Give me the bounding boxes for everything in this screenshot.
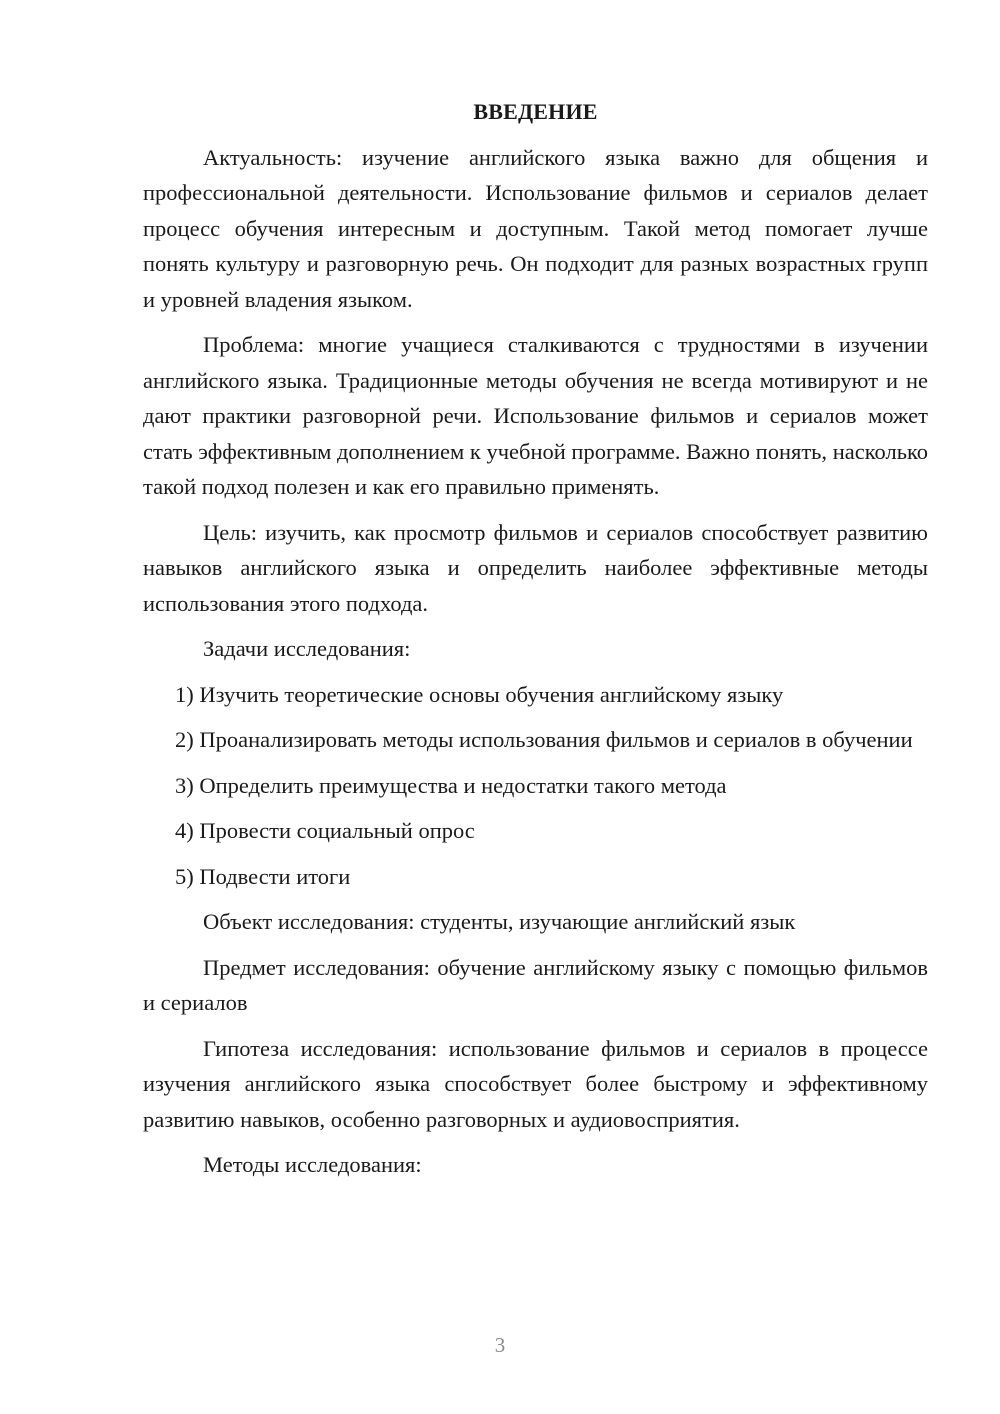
page-title: ВВЕДЕНИЕ <box>473 99 598 124</box>
task-item-2: 2) Проанализировать методы использования фильмов и сериалов в обучении <box>175 727 913 752</box>
page-number: 3 <box>494 1333 506 1357</box>
goal-paragraph: Цель: изучить, как просмотр фильмов и сериалов способствует развитию навыков английского языка и определить наиболее эффективные методы использования этого подхода. <box>143 519 928 616</box>
task-item-4: 4) Провести социальный опрос <box>175 818 475 843</box>
research-subject: Предмет исследования: обучение английскому языку с помощью фильмов и сериалов <box>143 954 928 1015</box>
methods-heading: Методы исследования: <box>203 1152 422 1177</box>
relevance-paragraph: Актуальность: изучение английского языка важно для общения и профессиональной деятельности. Использование фильмов и сериалов делает процесс обучения интересным и доступным. Такой метод помогает лучше понять культуру и разговорную речь. Он подходит для разных возрастных групп и уровней владения языком. <box>143 144 928 312</box>
task-item-3: 3) Определить преимущества и недостатки такого метода <box>175 772 727 798</box>
task-item-5: 5) Подвести итоги <box>175 863 351 889</box>
page-content <box>143 94 928 1193</box>
task-item-1: 1) Изучить теоретические основы обучения английскому языку <box>175 681 784 707</box>
research-hypothesis: Гипотеза исследования: использование фильмов и сериалов в процессе изучения английского языка способствует более быстрому и эффективному развитию навыков, особенно разговорных и аудиовосприятия. <box>143 1035 928 1132</box>
research-object: Объект исследования: студенты, изучающие английский язык <box>203 909 796 934</box>
tasks-heading: Задачи исследования: <box>203 636 411 661</box>
problem-paragraph: Проблема: многие учащиеся сталкиваются с трудностями в изучении английского языка. Традиционные методы обучения не всегда мотивируют и не дают практики разговорной речи. Использование фильмов и сериалов может стать эффективным дополнением к учебной программе. Важно понять, насколько такой подход полезен и как его правильно применять. <box>143 332 928 499</box>
